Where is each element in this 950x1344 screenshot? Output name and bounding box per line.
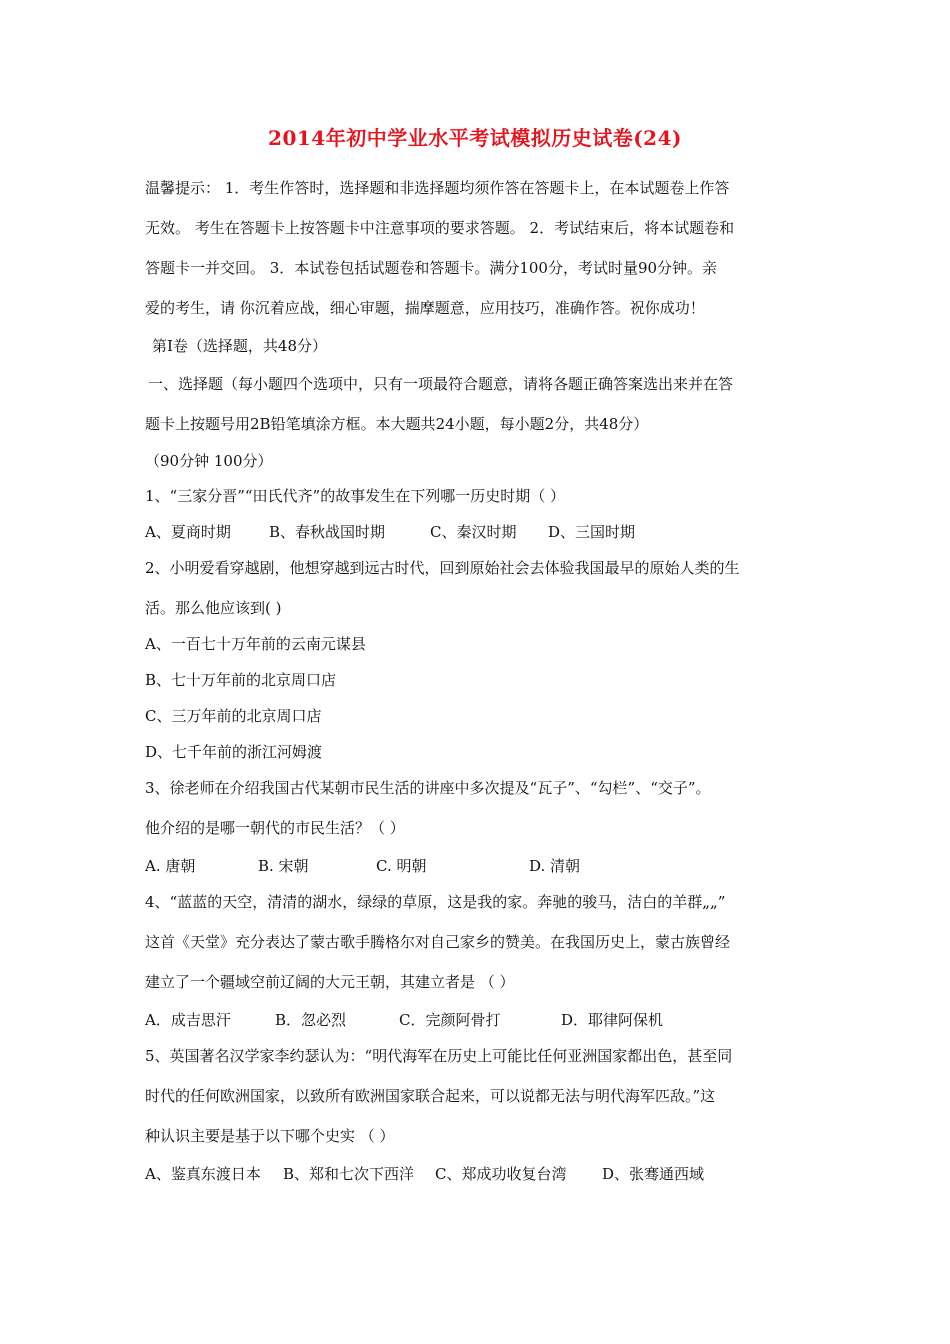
question-5-options: [145, 1164, 704, 1184]
question-4-stem-line-1: 4、“蓝蓝的天空，清清的湖水，绿绿的草原，这是我的家。奔驰的骏马，洁白的羊群„„”: [145, 893, 726, 911]
question-1-stem: 1、“三家分晋”“田氏代齐”的故事发生在下列哪一历史时期（ ）: [145, 487, 565, 505]
option-a: A. 唐朝: [145, 857, 196, 875]
instructions-line-1: 一、选择题（每小题四个选项中，只有一项最符合题意，请将各题正确答案选出来并在答: [148, 375, 734, 393]
question-1-options: [145, 522, 635, 542]
option-c: C．完颜阿骨打: [399, 1011, 501, 1029]
option-b: B、春秋战国时期: [269, 523, 386, 541]
time-score: （90分钟 100分）: [145, 452, 273, 470]
notice-line-4: 爱的考生，请 你沉着应战，细心审题，揣摩题意，应用技巧，准确作答。祝你成功！: [145, 299, 705, 317]
notice-line-2: 无效。 考生在答题卡上按答题卡中注意事项的要求答题。 2．考试结束后，将本试题卷和: [145, 219, 735, 237]
option-d: D．耶律阿保机: [561, 1011, 664, 1029]
option-d: D、三国时期: [548, 523, 636, 541]
instructions-line-2: 题卡上按题号用2B铅笔填涂方框。本大题共24小题，每小题2分，共48分）: [145, 415, 649, 433]
option-a: A．成吉思汗: [145, 1011, 231, 1029]
page-title: 2014年初中学业水平考试模拟历史试卷(24): [268, 126, 682, 150]
option-d: D. 清朝: [529, 857, 581, 875]
question-2-option-c: C、三万年前的北京周口店: [145, 707, 322, 725]
question-3-options: [145, 856, 580, 876]
option-c: C. 明朝: [376, 857, 427, 875]
option-c: C、秦汉时期: [430, 523, 517, 541]
question-2-option-a: A、一百七十万年前的云南元谋县: [145, 635, 366, 653]
question-4-stem-line-3: 建立了一个疆域空前辽阔的大元王朝，其建立者是 （ ）: [145, 973, 515, 991]
question-3-stem-line-2: 他介绍的是哪一朝代的市民生活？（ ）: [145, 819, 405, 837]
question-2-option-b: B、七十万年前的北京周口店: [145, 671, 337, 689]
option-b: B. 宋朝: [258, 857, 309, 875]
option-d: D、张骞通西域: [602, 1165, 705, 1183]
notice-line-1: 温馨提示： 1．考生作答时，选择题和非选择题均须作答在答题卡上，在本试题卷上作答: [145, 179, 730, 197]
question-2-option-d: D、七千年前的浙江河姆渡: [145, 743, 323, 761]
question-4-stem-line-2: 这首《天堂》充分表达了蒙古歌手腾格尔对自己家乡的赞美。在我国历史上，蒙古族曾经: [145, 933, 731, 951]
question-5-stem-line-1: 5、英国著名汉学家李约瑟认为：“明代海军在历史上可能比任何亚洲国家都出色，甚至同: [145, 1047, 733, 1065]
option-a: A、夏商时期: [145, 523, 231, 541]
question-5-stem-line-2: 时代的任何欧洲国家，以致所有欧洲国家联合起来，可以说都无法与明代海军匹敌。”这: [145, 1087, 716, 1105]
question-5-stem-line-3: 种认识主要是基于以下哪个史实 （ ）: [145, 1127, 395, 1145]
option-a: A、鉴真东渡日本: [145, 1165, 261, 1183]
question-2-stem-line-1: 2、小明爱看穿越剧，他想穿越到远古时代，回到原始社会去体验我国最早的原始人类的生: [145, 559, 740, 577]
question-2-stem-line-2: 活。那么他应该到( ): [145, 599, 282, 617]
notice-line-3: 答题卡一并交回。 3．本试卷包括试题卷和答题卡。满分100分，考试时量90分钟。亲: [145, 259, 718, 277]
question-3-stem-line-1: 3、徐老师在介绍我国古代某朝市民生活的讲座中多次提及“瓦子”、“勾栏”、“交子”。: [145, 779, 711, 797]
section-heading: 第Ⅰ卷（选择题，共48分）: [152, 337, 328, 355]
option-b: B、郑和七次下西洋: [283, 1165, 415, 1183]
option-c: C、郑成功收复台湾: [435, 1165, 567, 1183]
question-4-options: [145, 1010, 663, 1030]
option-b: B．忽必烈: [275, 1011, 347, 1029]
